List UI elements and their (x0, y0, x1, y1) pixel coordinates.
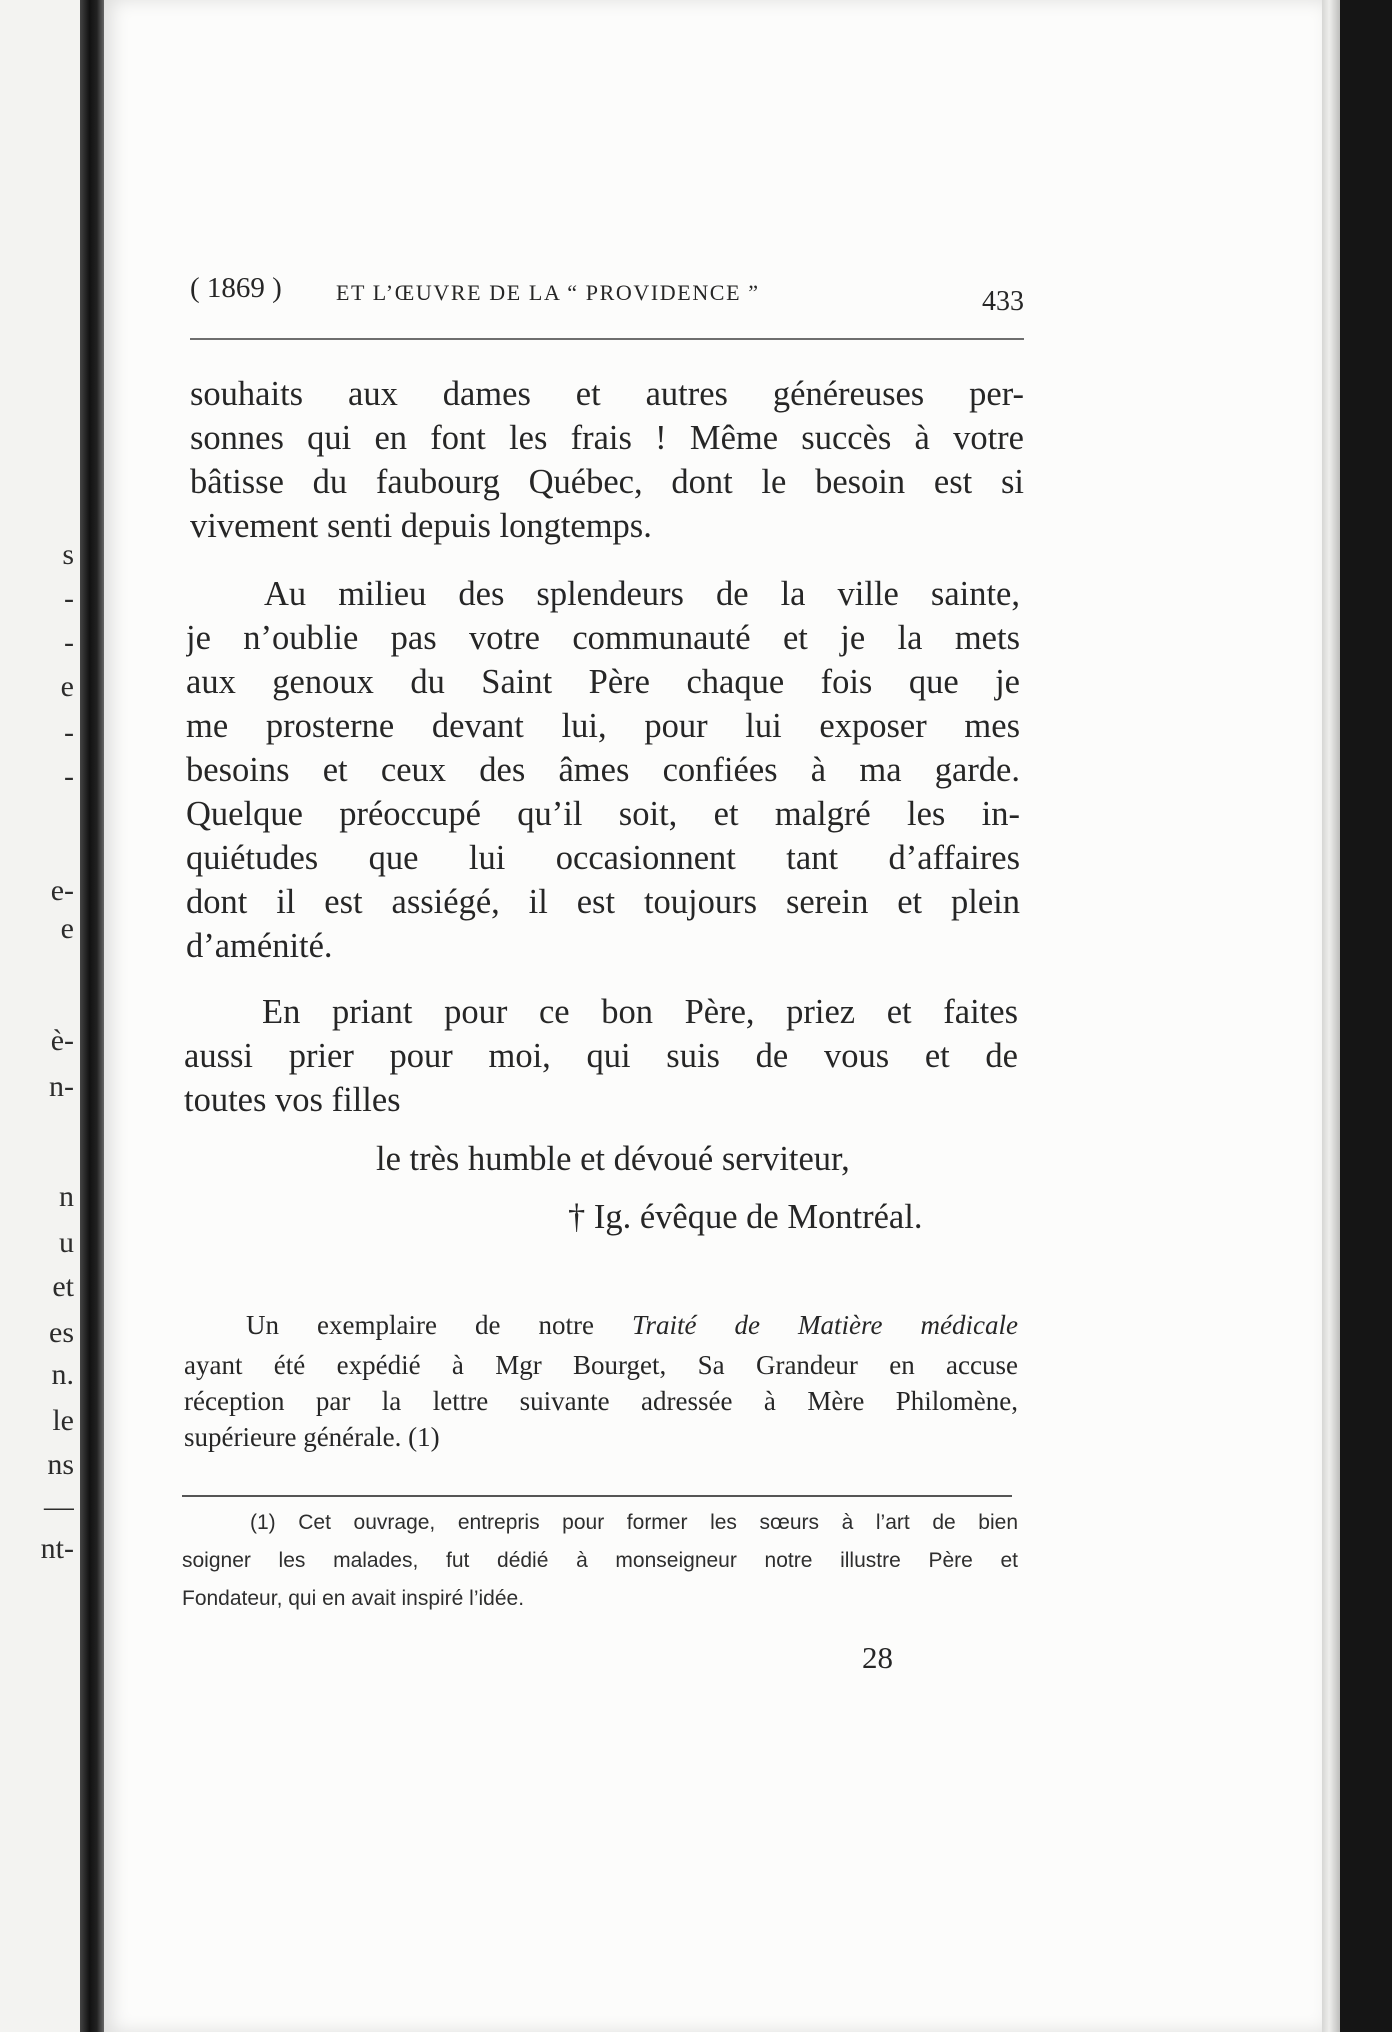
header-rule (190, 338, 1024, 340)
header-year: ( 1869 ) (190, 272, 282, 304)
body-line: aussi prier pour moi, qui suis de vous et de (184, 1037, 1018, 1075)
left-fragment: u (59, 1226, 74, 1259)
left-fragment: n (59, 1180, 74, 1213)
footnote-line: (1) Cet ouvrage, entrepris pour former les sœurs à l’art de bien (250, 1511, 1018, 1534)
body-line: bâtisse du faubourg Québec, dont le besoin est si (190, 463, 1024, 501)
body-line: souhaits aux dames et autres généreuses per- (190, 375, 1024, 413)
left-fragment: è- (50, 1024, 74, 1057)
body-line: aux genoux du Saint Père chaque fois que je (186, 663, 1020, 701)
left-fragment: - (64, 582, 74, 615)
left-fragment: le (52, 1404, 74, 1437)
closing-line: le très humble et dévoué serviteur, (376, 1140, 850, 1178)
page-number: 433 (982, 286, 1024, 317)
body-line: quiétudes que lui occasionnent tant d’affaires (186, 839, 1020, 877)
note-line: supérieure générale. (1) (184, 1422, 440, 1452)
body-line: Quelque préoccupé qu’il soit, et malgré les in- (186, 795, 1020, 833)
footnote-line: soigner les malades, fut dédié à monseigneur notre illustre Père et (182, 1549, 1018, 1572)
signature: † Ig. évêque de Montréal. (568, 1198, 923, 1236)
left-fragment: e (60, 912, 74, 945)
body-line: me prosterne devant lui, pour lui exposer mes (186, 707, 1020, 745)
left-fragment: - (64, 626, 74, 659)
left-fragment: - (64, 760, 74, 793)
running-title: ET L’ŒUVRE DE LA “ PROVIDENCE ” (336, 280, 760, 305)
book-title: Traité de Matière médicale (632, 1310, 1018, 1340)
body-line: sonnes qui en font les frais ! Même succès à votre (190, 419, 1024, 457)
footnote-line: Fondateur, qui en avait inspiré l’idée. (182, 1587, 525, 1610)
left-fragment: nt- (40, 1532, 74, 1565)
body-line: toutes vos filles (184, 1081, 401, 1119)
left-fragment: ns (47, 1448, 74, 1481)
left-fragment: e (60, 670, 74, 703)
left-fragment: n. (51, 1358, 74, 1391)
body-line: Au milieu des splendeurs de la ville sainte, (264, 575, 1020, 613)
body-line: vivement senti depuis longtemps. (190, 507, 652, 545)
left-fragment: - (64, 716, 74, 749)
page-edge (1322, 0, 1340, 2032)
scan-background (1340, 0, 1392, 2032)
note-line: ayant été expédié à Mgr Bourget, Sa Grandeur en accuse (184, 1350, 1018, 1380)
note-line (246, 1308, 1018, 1342)
footnote-rule (182, 1495, 1012, 1497)
left-fragment: n- (49, 1070, 74, 1103)
signature-mark: 28 (862, 1640, 893, 1675)
left-fragment: s (62, 538, 74, 571)
left-fragment: — (44, 1490, 74, 1523)
left-fragment: es (49, 1316, 74, 1349)
note-line: réception par la lettre suivante adressée à Mère Philomène, (184, 1386, 1018, 1416)
body-line: besoins et ceux des âmes confiées à ma garde. (186, 751, 1020, 789)
note-text: Un exemplaire de notre (246, 1310, 594, 1340)
left-fragment: et (52, 1270, 74, 1303)
body-line: d’aménité. (186, 927, 333, 965)
left-fragment: e- (50, 874, 74, 907)
body-line: En priant pour ce bon Père, priez et faites (262, 993, 1018, 1031)
book-gutter (80, 0, 104, 2032)
body-line: je n’oublie pas votre communauté et je la mets (186, 619, 1020, 657)
body-line: dont il est assiégé, il est toujours serein et plein (186, 883, 1020, 921)
